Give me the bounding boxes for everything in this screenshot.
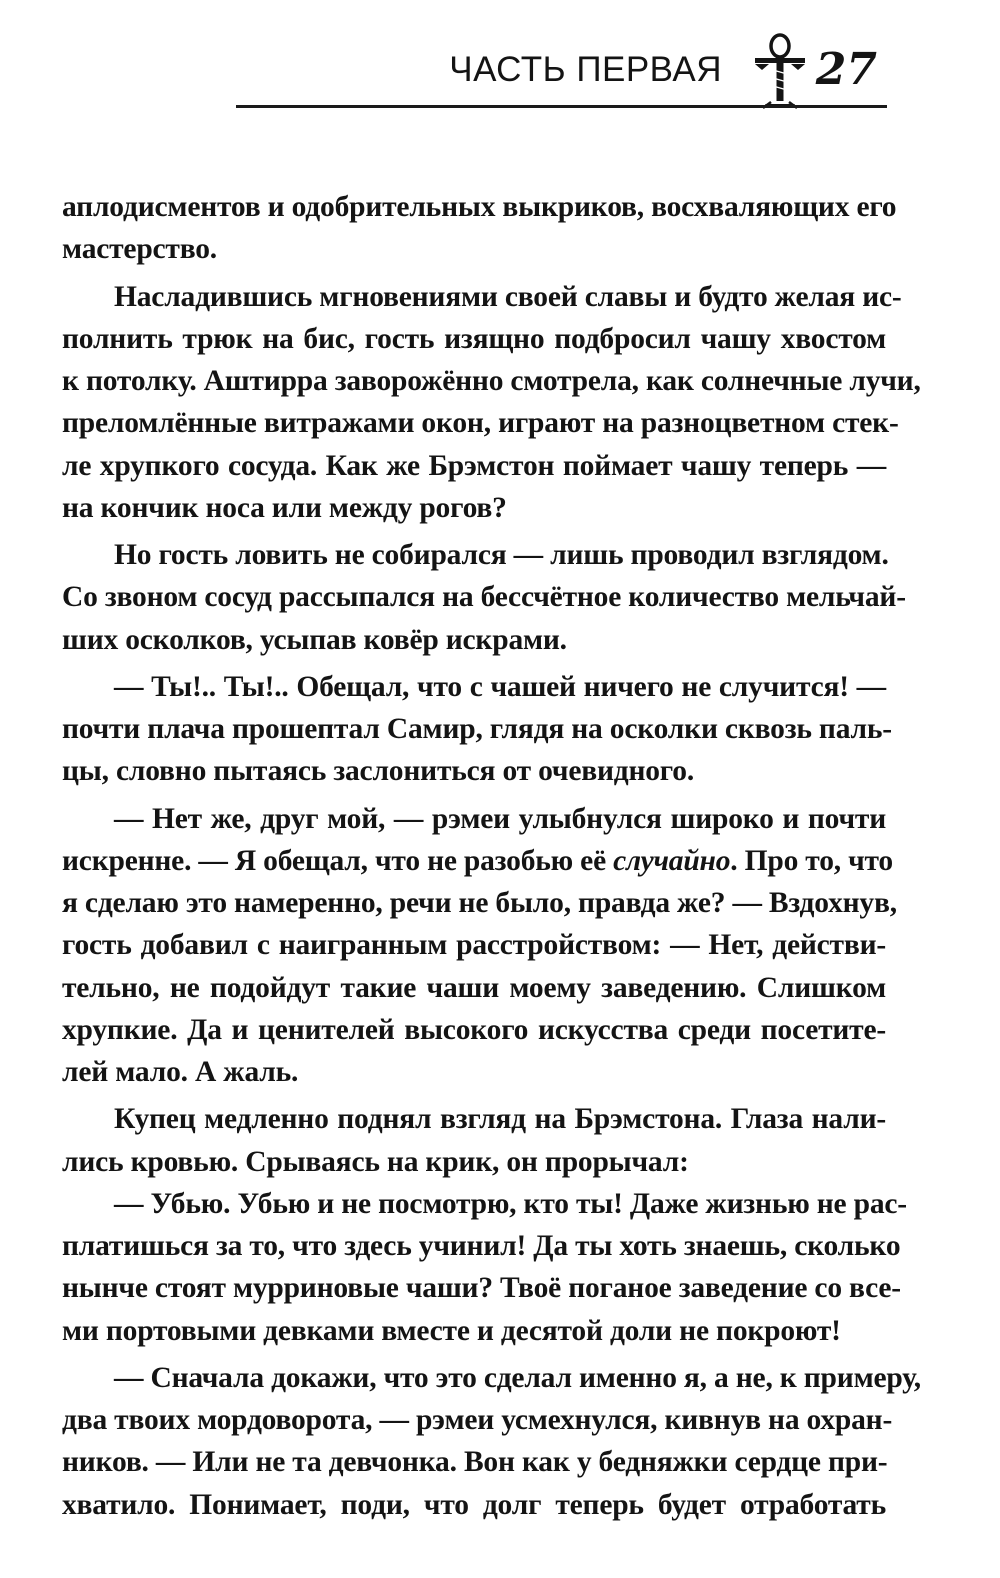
- text-line: два твоих мордоворота, — рэмеи усмехнулся, кивнув на охран-: [62, 1404, 893, 1436]
- text-line: мастерство.: [62, 233, 217, 266]
- text-line: хватило. Понимает, поди, что долг теперь будет отработать: [62, 1488, 886, 1521]
- text-line: ших осколков, усыпав ковёр искрами.: [62, 623, 567, 656]
- text-line: Со звоном сосуд рассыпался на бессчётное количество мельчай-: [62, 581, 906, 614]
- text-line: гость добавил с наигранным расстройством: — Нет, действи-: [62, 929, 886, 962]
- text-line: полнить трюк на бис, гость изящно подбросил чашу хвостом: [62, 322, 886, 355]
- text-line: ле хрупкого сосуда. Как же Брэмстон поймает чашу теперь —: [62, 449, 886, 482]
- text-line: к потолку. Аштирра заворожённо смотрела, как солнечные лучи,: [62, 365, 921, 397]
- page-number: 27: [815, 44, 877, 95]
- text-line: тельно, не подойдут такие чаши моему заведению. Слишком: [62, 971, 886, 1004]
- body-text: [62, 186, 921, 1526]
- text-line: нынче стоят мурриновые чаши? Твоё поганое заведение со все-: [62, 1272, 901, 1305]
- text-line: почти плача прошептал Самир, глядя на осколки сквозь паль-: [62, 713, 892, 745]
- text-line: Насладившись мгновениями своей славы и будто желая ис-: [114, 280, 902, 313]
- text-line: лись кровью. Срываясь на крик, он прорычал:: [62, 1145, 689, 1178]
- text-line: — Сначала докажи, что это сделал именно я, а не, к примеру,: [114, 1361, 921, 1394]
- text-line: — Убью. Убью и не посмотрю, кто ты! Даже жизнью не рас-: [114, 1187, 907, 1220]
- text-segment: . Про то, что: [730, 844, 893, 877]
- page-header: [236, 30, 887, 110]
- text-segment: искренне. — Я обещал, что не разобью её: [62, 844, 614, 877]
- emphasis-text: случайно: [613, 844, 731, 877]
- ankh-icon: [751, 30, 809, 110]
- text-line: лей мало. А жаль.: [62, 1056, 299, 1088]
- text-line: я сделаю это намеренно, речи не было, правда же? — Вздохнув,: [62, 887, 897, 919]
- text-line: — Нет же, друг мой, — рэмеи улыбнулся широко и почти: [114, 802, 886, 835]
- text-line: преломлённые витражами окон, играют на разноцветном стек-: [62, 407, 899, 440]
- text-line: аплодисментов и одобрительных выкриков, восхваляющих его: [62, 191, 897, 223]
- text-line: — Ты!.. Ты!.. Обещал, что с чашей ничего не случится! —: [114, 670, 886, 703]
- text-line: ников. — Или не та девчонка. Вон как у бедняжки сердце при-: [62, 1446, 888, 1479]
- text-line: [62, 840, 893, 882]
- text-line: платишься за то, что здесь учинил! Да ты хоть знаешь, сколько: [62, 1230, 901, 1262]
- header-rule: [236, 105, 887, 108]
- text-line: хрупкие. Да и ценителей высокого искусства среди посетите-: [62, 1013, 886, 1046]
- text-line: Но гость ловить не собирался — лишь проводил взглядом.: [114, 539, 889, 571]
- text-line: ми портовыми девками вместе и десятой доли не покроют!: [62, 1314, 841, 1347]
- text-line: цы, словно пытаясь заслониться от очевидного.: [62, 755, 694, 788]
- text-line: на кончик носа или между рогов?: [62, 491, 507, 524]
- section-title: ЧАСТЬ ПЕРВАЯ: [449, 50, 722, 89]
- text-line: Купец медленно поднял взгляд на Брэмстона. Глаза нали-: [114, 1103, 886, 1136]
